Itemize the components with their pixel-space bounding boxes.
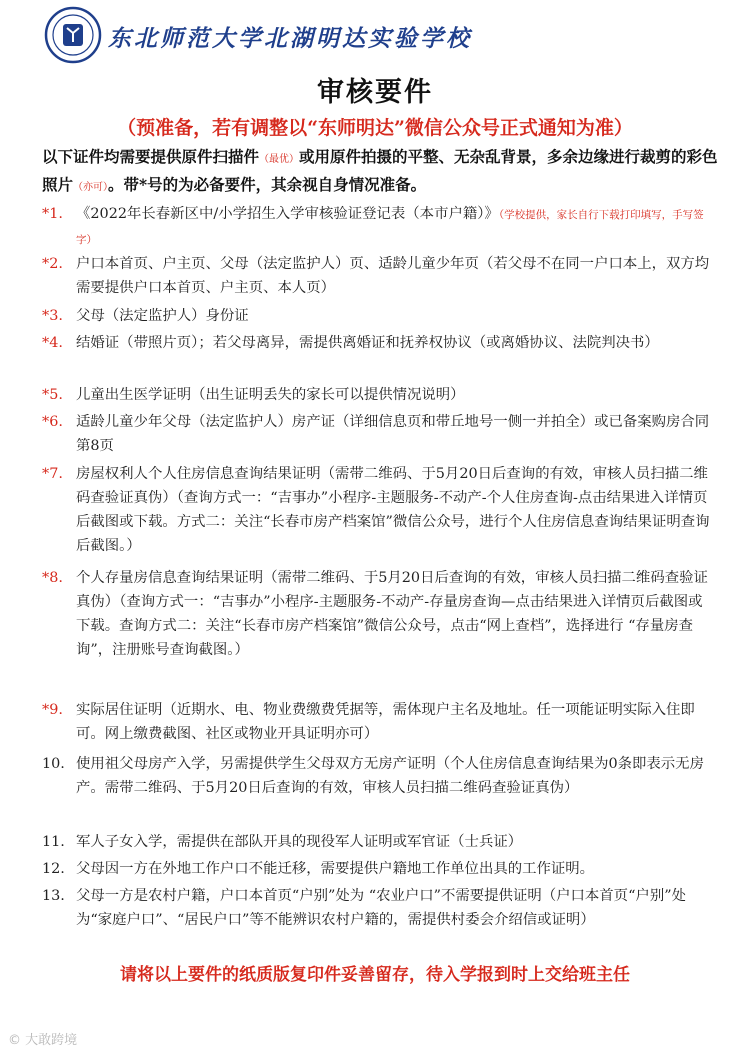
header <box>44 6 724 66</box>
requirement-item-4 <box>42 331 714 355</box>
requirement-item-13 <box>42 884 714 932</box>
item-text: 个人存量房信息查询结果证明（需带二维码、于5月20日后查询的有效，审核人员扫描二维码查验证真伪）（查询方式一：“吉事办”小程序-主题服务-不动产-存量房查询—点击结果进入详情页后截图或下载。查询方式二：关注“长春市房产档案馆”微信公众号，点击“网上查档”，选择进行 “存量房查询”，注册账号查询截图。） <box>76 570 708 658</box>
item-text: 父母因一方在外地工作户口不能迁移，需要提供户籍地工作单位出具的工作证明。 <box>76 861 595 877</box>
item-text: 儿童出生医学证明（出生证明丢失的家长可以提供情况说明） <box>76 387 465 403</box>
item-number: *3. <box>42 308 63 324</box>
requirement-item-10 <box>42 752 714 800</box>
item-number: *5. <box>42 387 63 403</box>
intro-note-best: （最优） <box>259 154 300 165</box>
requirement-item-6 <box>42 410 714 458</box>
item-text: 父母（法定监护人）身份证 <box>76 308 249 324</box>
requirement-item-5 <box>42 383 714 407</box>
item-number: *8. <box>42 570 63 586</box>
item-text: 适龄儿童少年父母（法定监护人）房产证（详细信息页和带丘地号一侧一并拍全）或已备案购房合同第8页 <box>76 414 710 454</box>
requirement-item-1 <box>42 202 714 252</box>
item-number: *9. <box>42 702 63 718</box>
requirement-item-2 <box>42 252 714 300</box>
item-text: 军人子女入学，需提供在部队开具的现役军人证明或军官证（士兵证） <box>76 834 523 850</box>
watermark-logo-icon: © <box>8 1033 21 1048</box>
item-number: 10. <box>42 756 65 772</box>
item-text: 《2022年长春新区中/小学招生入学审核验证登记表（本市户籍）》 <box>76 206 499 222</box>
subtitle-notice: （预准备，若有调整以“东师明达”微信公众号正式通知为准） <box>117 117 633 139</box>
item-text: 结婚证（带照片页）；若父母离异，需提供离婚证和抚养权协议（或离婚协议、法院判决书） <box>76 335 659 351</box>
page-title: 审核要件 <box>317 77 433 108</box>
school-seal-icon <box>44 6 102 64</box>
item-number: 13. <box>42 888 65 904</box>
intro-text-2: 或用原件拍摄的平整、无杂乱背景，多余边缘进行裁剪的彩色照片 <box>42 147 718 194</box>
intro-text-3: 。带*号的为必备要件，其余视自身情况准备。 <box>108 175 427 194</box>
footer-notice: 请将以上要件的纸质版复印件妥善留存，待入学报到时上交给班主任 <box>120 965 630 985</box>
item-number: 12. <box>42 861 65 877</box>
item-text: 父母一方是农村户籍，户口本首页“户别”处为 “农业户口”不需要提供证明（户口本首页“户别”处为“家庭户口”、“居民户口”等不能辨识农村户籍的，需提供村委会介绍信或证明） <box>76 888 686 928</box>
item-number: *2. <box>42 256 63 272</box>
item-number: *1. <box>42 206 63 222</box>
item-number: *7. <box>42 466 63 482</box>
item-text: 使用祖父母房产入学，另需提供学生父母双方无房产证明（个人住房信息查询结果为0条即表示无房产。需带二维码、于5月20日后查询的有效，审核人员扫描二维码查验证真伪） <box>76 756 704 796</box>
intro-text-1: 以下证件均需要提供原件扫描件 <box>42 147 260 166</box>
item-text: 实际居住证明（近期水、电、物业费缴费凭据等，需体现户主名及地址。任一项能证明实际入住即可。网上缴费截图、社区或物业开具证明亦可） <box>76 702 695 742</box>
intro-note-ok: （亦可） <box>73 182 109 193</box>
item-text: 房屋权利人个人住房信息查询结果证明（需带二维码、于5月20日后查询的有效，审核人员扫描二维码查验证真伪）（查询方式一：“吉事办”小程序-主题服务-不动产-个人住房查询-点击结果进入详情页后截图或下载。方式二：关注“长春市房产档案馆”微信公众号，进行个人住房信息查询结果证明查询后截图。） <box>76 466 710 554</box>
requirement-item-7 <box>42 462 714 558</box>
item-number: 11. <box>42 834 65 850</box>
item-number: *6. <box>42 414 63 430</box>
requirement-item-3 <box>42 304 714 328</box>
requirement-item-12 <box>42 857 714 881</box>
school-name: 东北师范大学北湖明达实验学校 <box>108 25 472 52</box>
requirement-item-8 <box>42 566 714 662</box>
item-note: （学校提供，家长自行下载打印填写，手写签字） <box>76 209 704 246</box>
watermark-text: 大敢跨境 <box>25 1033 78 1048</box>
requirement-item-9 <box>42 698 714 746</box>
item-text: 户口本首页、户主页、父母（法定监护人）页、适龄儿童少年页（若父母不在同一户口本上，双方均需要提供户口本首页、户主页、本人页） <box>76 256 710 296</box>
watermark <box>8 1029 77 1048</box>
intro-paragraph <box>42 144 722 200</box>
item-number: *4. <box>42 335 63 351</box>
requirement-item-11 <box>42 830 714 854</box>
